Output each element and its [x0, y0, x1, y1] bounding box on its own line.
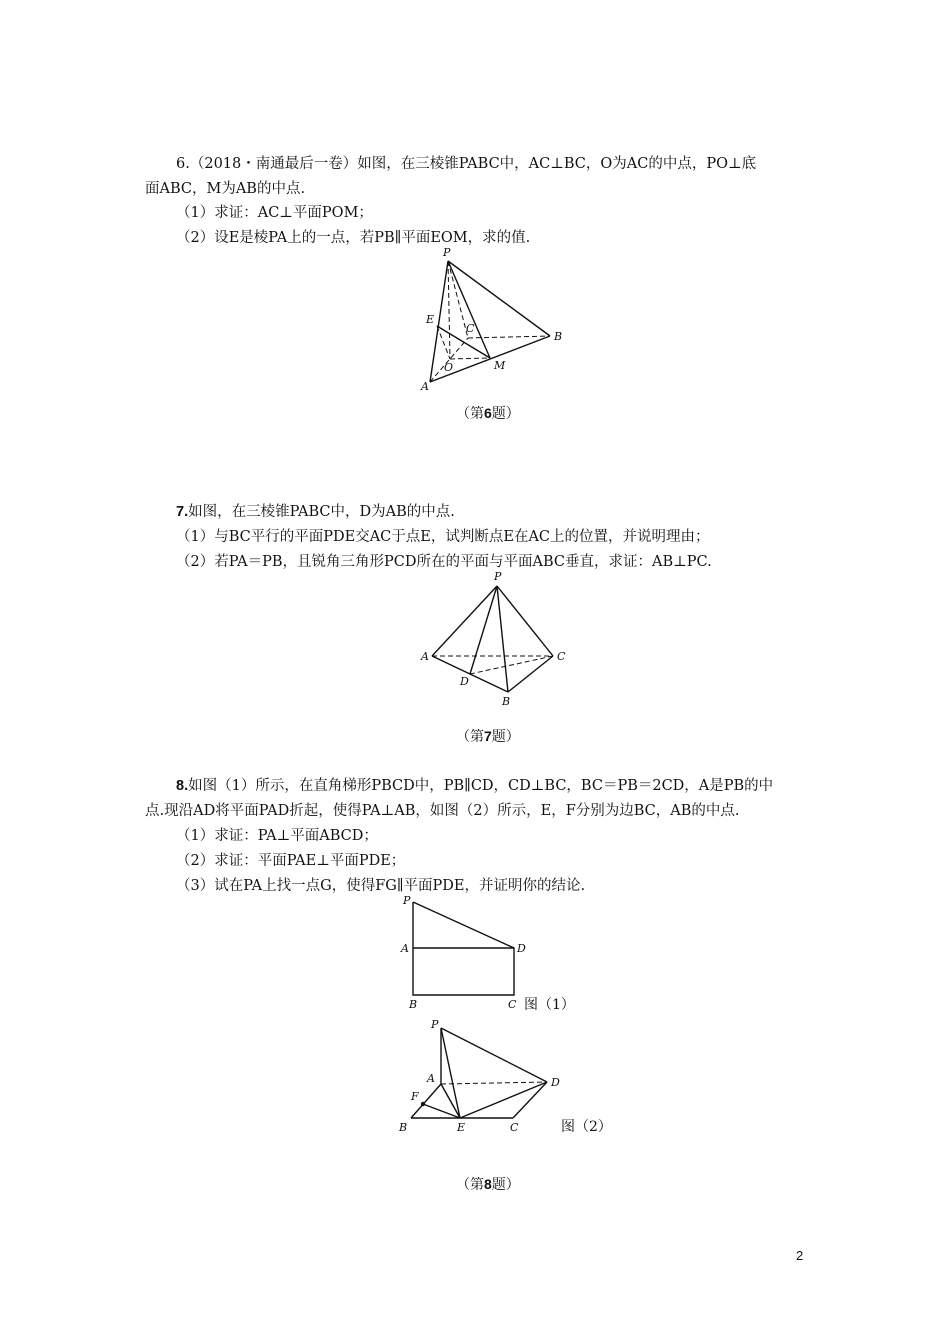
q6-edge-pm [448, 261, 490, 358]
q7-label-p: P [494, 570, 502, 583]
q6-edge-pb [448, 261, 550, 336]
q8-fig2-edge-fe [423, 1104, 460, 1118]
q8-part3: （3）试在PA上找一点G，使得FG∥平面PDE，并证明你的结论. [176, 878, 586, 894]
q8-figure2 [395, 1012, 570, 1137]
q6-number: 6. [176, 156, 190, 172]
q8-fig2-edge-ad [441, 1082, 547, 1084]
q7-edge-pb [497, 586, 508, 692]
q8-fig1-label-p: P [403, 894, 411, 907]
q7-caption: （第7题） [456, 728, 520, 745]
q6-part2: （2）设E是棱PA上的一点，若PB∥平面EOM，求的值. [176, 230, 531, 246]
q8-fig1-label-a: A [401, 942, 409, 955]
q6-label-p: P [443, 246, 451, 259]
q8-fig2-label-e: E [457, 1121, 466, 1134]
q8-fig2-tag: 图（2） [561, 1119, 612, 1135]
q6-label-a: A [421, 380, 429, 393]
q6-figure [410, 245, 580, 395]
q8-fig1-label-d: D [517, 942, 526, 955]
q8-fig2-edge-pd [441, 1028, 547, 1082]
q6-part1: （1）求证：AC⊥平面POM； [176, 205, 373, 221]
q6-line1: 6.（2018・南通最后一卷）如图，在三棱锥PABC中，AC⊥BC，O为AC的中点，PO⊥底 [176, 156, 757, 172]
q6-label-e: E [426, 313, 435, 326]
q7-edge-pa [432, 586, 497, 656]
q6-edge-ab [430, 336, 550, 382]
q6-label-c: C [466, 322, 475, 335]
q8-caption: （第8题） [456, 1176, 520, 1193]
q8-fig2-edge-cd [513, 1082, 547, 1118]
q7-number: 7. [176, 504, 189, 520]
q6-label-b: B [554, 330, 563, 343]
q7-edge-pc [497, 586, 553, 656]
q8-fig2-edge-ae [441, 1084, 460, 1118]
q7-part2: （2）若PA＝PB，且锐角三角形PCD所在的平面与平面ABC垂直，求证：AB⊥PC. [176, 554, 712, 570]
q8-number: 8. [176, 778, 189, 794]
q8-fig2-label-f: F [411, 1090, 419, 1103]
q6-edge-em [437, 326, 490, 358]
q7-part1: （1）与BC平行的平面PDE交AC于点E，试判断点E在AC上的位置，并说明理由； [176, 529, 710, 545]
q8-fig1-label-c: C [508, 998, 517, 1011]
q8-fig2-label-p: P [431, 1018, 439, 1031]
page-number: 2 [796, 1248, 804, 1263]
q8-fig2-point-f [421, 1102, 425, 1106]
q6-label-m: M [494, 359, 506, 372]
q7-figure [415, 568, 575, 713]
q8-fig2-label-c: C [510, 1121, 519, 1134]
q8-part1: （1）求证：PA⊥平面ABCD； [176, 828, 378, 844]
q8-fig1-label-b: B [409, 998, 418, 1011]
q8-fig2-label-a: A [427, 1072, 435, 1085]
q6-edge-po [448, 261, 450, 359]
q7-label-b: B [502, 695, 511, 708]
q8-fig2-edge-pe [441, 1028, 460, 1118]
q8-fig2-label-b: B [399, 1121, 408, 1134]
q6-line2: 面ABC，M为AB的中点. [145, 181, 306, 197]
q6-label-o: O [444, 361, 454, 374]
q8-fig1-tag: 图（1） [524, 997, 575, 1013]
q7-label-d: D [460, 675, 469, 688]
q7-label-a: A [421, 650, 429, 663]
q7-edge-bc [508, 656, 553, 692]
q6-edge-eo [437, 326, 450, 359]
q7-edge-pd [470, 586, 497, 674]
q8-line2: 点.现沿AD将平面PAD折起，使得PA⊥AB，如图（2）所示，E，F分别为边BC，AB的中点. [145, 803, 740, 819]
q6-edge-om [450, 358, 490, 359]
q8-fig2-label-d: D [551, 1076, 560, 1089]
q8-figure1 [395, 890, 535, 1015]
q6-caption: （第6题） [456, 405, 520, 422]
q7-edge-dc [470, 656, 553, 674]
q8-line1: 8.如图（1）所示，在直角梯形PBCD中，PB∥CD，CD⊥BC，BC＝PB＝2CD，A是PB的中 [176, 778, 774, 794]
q8-part2: （2）求证：平面PAE⊥平面PDE； [176, 853, 406, 869]
q7-line1: 7.如图，在三棱锥PABC中，D为AB的中点. [176, 504, 455, 520]
q7-label-c: C [557, 650, 566, 663]
q8-fig2-edge-ed [460, 1082, 547, 1118]
